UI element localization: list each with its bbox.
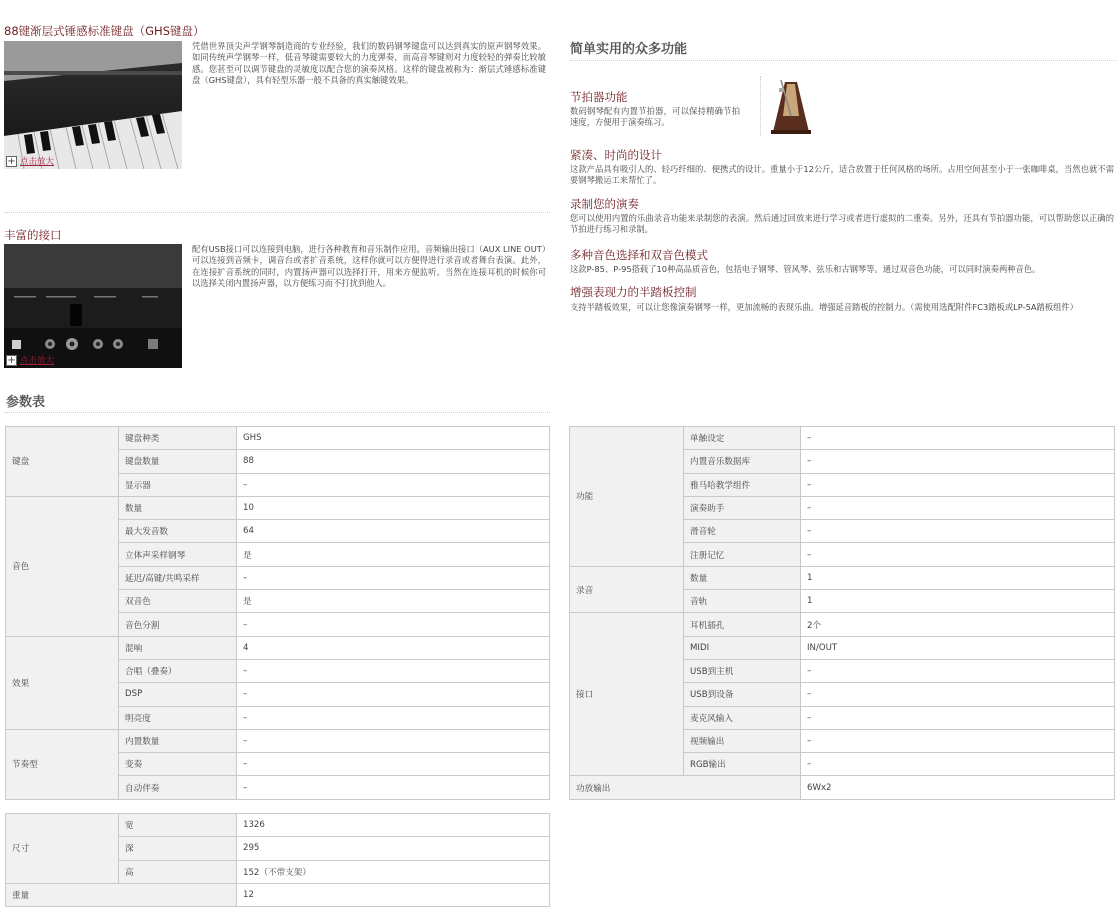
divider [4,412,550,413]
spec-table-left [5,426,550,800]
record-desc: 您可以使用内置的乐曲录音功能来录制您的表演。然后通过回放来进行学习或者进行虚拟的二重奏。另外，还具有节拍器功能，可以帮助您以正确的节拍进行练习和录制。 [570,213,1114,235]
features-heading: 简单实用的众多功能 [570,42,688,57]
table-cell-name: 深 [119,837,237,860]
table-cell-name: 混响 [119,636,237,659]
table-cell-name: 双音色 [119,590,237,613]
table-cell-name: 视频输出 [684,729,801,752]
table-cell-value: 1326 [237,814,550,837]
table-cell-name: 高 [119,860,237,883]
table-cell-value: – [801,543,1115,566]
table-cell-name: 演奏助手 [684,496,801,519]
voices-title: 多种音色选择和双音色模式 [570,248,708,262]
table-cell-value: – [801,659,1115,682]
table-cell-name: 单触设定 [684,427,801,450]
table-cell-name: 雅马哈教学组件 [684,473,801,496]
table-cell-value: – [801,683,1115,706]
table-cell-name: 麦克风输入 [684,706,801,729]
table-cell-name: USB到设备 [684,683,801,706]
table-cell-value: – [801,427,1115,450]
enlarge-label: 点击放大 [20,356,55,366]
table-cell-value: 12 [237,883,550,906]
keyboard-photo[interactable] [4,41,182,169]
table-row [6,636,550,659]
table-cell-value: – [237,473,550,496]
zoom-plus-icon: + [7,354,16,366]
metronome-image [760,76,824,136]
design-desc: 这款产品具有吸引人的、轻巧纤细的、便携式的设计。重量小于12公斤，适合放置于任何风格的场所。占用空间甚至小于一张咖啡桌，当然也就不需要钢琴搬运工来帮忙了。 [570,164,1114,186]
metronome-title: 节拍器功能 [570,90,628,104]
table-cell-value: – [237,683,550,706]
table-row [570,427,1115,450]
table-cell-value: IN/OUT [801,636,1115,659]
rear-panel-image [4,244,182,368]
table-cell-name: 内置数量 [119,729,237,752]
table-cell-value: 是 [237,543,550,566]
divider [570,60,1116,61]
enlarge-link-keyboard[interactable] [6,155,54,167]
design-title: 紧凑、时尚的设计 [570,148,662,162]
table-cell-value: – [237,613,550,636]
table-cell-name: 内置音乐数据库 [684,450,801,473]
table-cell-value: 88 [237,450,550,473]
table-cell-category: 键盘 [6,427,119,497]
table-cell-category: 功能 [570,427,684,567]
table-cell-name: USB到主机 [684,659,801,682]
table-cell-name: 宽 [119,814,237,837]
zoom-plus-icon: + [7,155,16,167]
table-cell-value: – [237,729,550,752]
table-cell-value: – [237,659,550,682]
table-cell-name: 延迟/高键/共鸣采样 [119,566,237,589]
table-cell-category: 功放输出 [570,776,801,799]
spec-table-dimensions [5,813,550,907]
table-cell-name: 音色分割 [119,613,237,636]
pedal-desc: 支持半踏板效果，可以让您像演奏钢琴一样，更加流畅的表现乐曲。增强延音踏板的控制力。（需使用选配附件FC3踏板或LP-5A踏板组件） [570,302,1079,312]
table-cell-name: 键盘数量 [119,450,237,473]
table-cell-category: 尺寸 [6,814,119,884]
table-cell-value: – [801,473,1115,496]
table-cell-name: MIDI [684,636,801,659]
enlarge-link-interfaces[interactable] [6,354,54,366]
table-cell-name: RGB输出 [684,753,801,776]
table-cell-name: 自动伴奏 [119,776,237,799]
table-cell-value: – [801,729,1115,752]
table-cell-value: – [237,706,550,729]
table-cell-value: – [801,753,1115,776]
pedal-title: 增强表现力的半踏板控制 [570,285,697,299]
table-cell-name: 滑音轮 [684,520,801,543]
table-cell-value: GHS [237,427,550,450]
table-cell-value: 是 [237,590,550,613]
keyboard-feature-title: 88键渐层式锤感标准键盘（GHS键盘） [4,24,205,38]
table-cell-name: 最大发音数 [119,520,237,543]
spec-table-right [569,426,1115,800]
table-row [570,776,1115,799]
table-cell-value: 1 [801,590,1115,613]
table-cell-category: 重量 [6,883,237,906]
table-cell-name: 合唱（叠奏） [119,659,237,682]
metronome-desc: 数码钢琴配有内置节拍器，可以保持精确节拍速度，方便用于演奏练习。 [570,106,740,128]
table-cell-value: – [801,520,1115,543]
table-cell-value: – [237,566,550,589]
metronome-icon [761,76,824,136]
table-cell-name: 音轨 [684,590,801,613]
interfaces-feature-title: 丰富的接口 [4,228,62,242]
table-row [6,496,550,519]
divider [4,212,550,213]
table-cell-value: 64 [237,520,550,543]
record-title: 录制您的演奏 [570,197,639,211]
table-cell-category: 接口 [570,613,684,776]
table-cell-value: 152（不带支架） [237,860,550,883]
table-cell-value: 6Wx2 [801,776,1115,799]
table-row [6,427,550,450]
specs-heading: 参数表 [6,395,46,410]
table-cell-name: 键盘种类 [119,427,237,450]
table-cell-name: 注册记忆 [684,543,801,566]
table-cell-value: 4 [237,636,550,659]
table-row [6,883,550,906]
table-cell-name: 数量 [119,496,237,519]
piano-keys-image [4,41,182,169]
table-cell-category: 节奏型 [6,729,119,799]
table-row [6,814,550,837]
table-cell-name: DSP [119,683,237,706]
table-cell-value: 2个 [801,613,1115,636]
table-cell-category: 效果 [6,636,119,729]
table-cell-name: 显示器 [119,473,237,496]
table-cell-category: 录音 [570,566,684,613]
table-cell-value: 1 [801,566,1115,589]
table-cell-value: – [237,776,550,799]
table-cell-name: 变奏 [119,753,237,776]
table-row [6,729,550,752]
table-cell-name: 立体声采样钢琴 [119,543,237,566]
table-cell-value: – [801,496,1115,519]
keyboard-feature-desc: 凭借世界顶尖声学钢琴制造商的专业经验，我们的数码钢琴键盘可以达到真实的原声钢琴效果。如同传统声学钢琴一样，低音琴键需要较大的力度弹奏，而高音琴键则对力度较轻的弹奏比较敏感。您甚至可以调节键盘的灵敏度以配合您的演奏风格。这样的键盘被称为：渐层式锤感标准键盘（GHS键盘），具有轻型乐器一般不具备的真实触键效果。 [192,41,546,85]
table-cell-value: – [237,753,550,776]
table-cell-name: 数量 [684,566,801,589]
interfaces-feature-desc: 配有USB接口可以连接到电脑，进行各种教育和音乐制作应用。音频输出接口（AUX LINE OUT）可以连接到音频卡，调音台或者扩音系统，这样你就可以方便得进行录音或者舞台表演。此外，在连接扩音系统的同时，内置扬声器可以选择打开，用来方便监听。当然在连接耳机的时候你可以选择关闭内置扬声器，以方便练习而不打扰到他人。 [192,244,546,288]
enlarge-label: 点击放大 [20,157,55,167]
table-row [570,566,1115,589]
voices-desc: 这款P-85、P-95搭载了10种高品质音色，包括电子钢琴、管风琴、弦乐和古钢琴等。通过双音色功能，可以同时演奏两种音色。 [570,264,1041,274]
interfaces-photo[interactable] [4,244,182,368]
table-row [570,613,1115,636]
table-cell-value: – [801,450,1115,473]
table-cell-value: 10 [237,496,550,519]
table-cell-category: 音色 [6,496,119,636]
table-cell-value: 295 [237,837,550,860]
table-cell-value: – [801,706,1115,729]
table-cell-name: 明亮度 [119,706,237,729]
table-cell-name: 耳机插孔 [684,613,801,636]
